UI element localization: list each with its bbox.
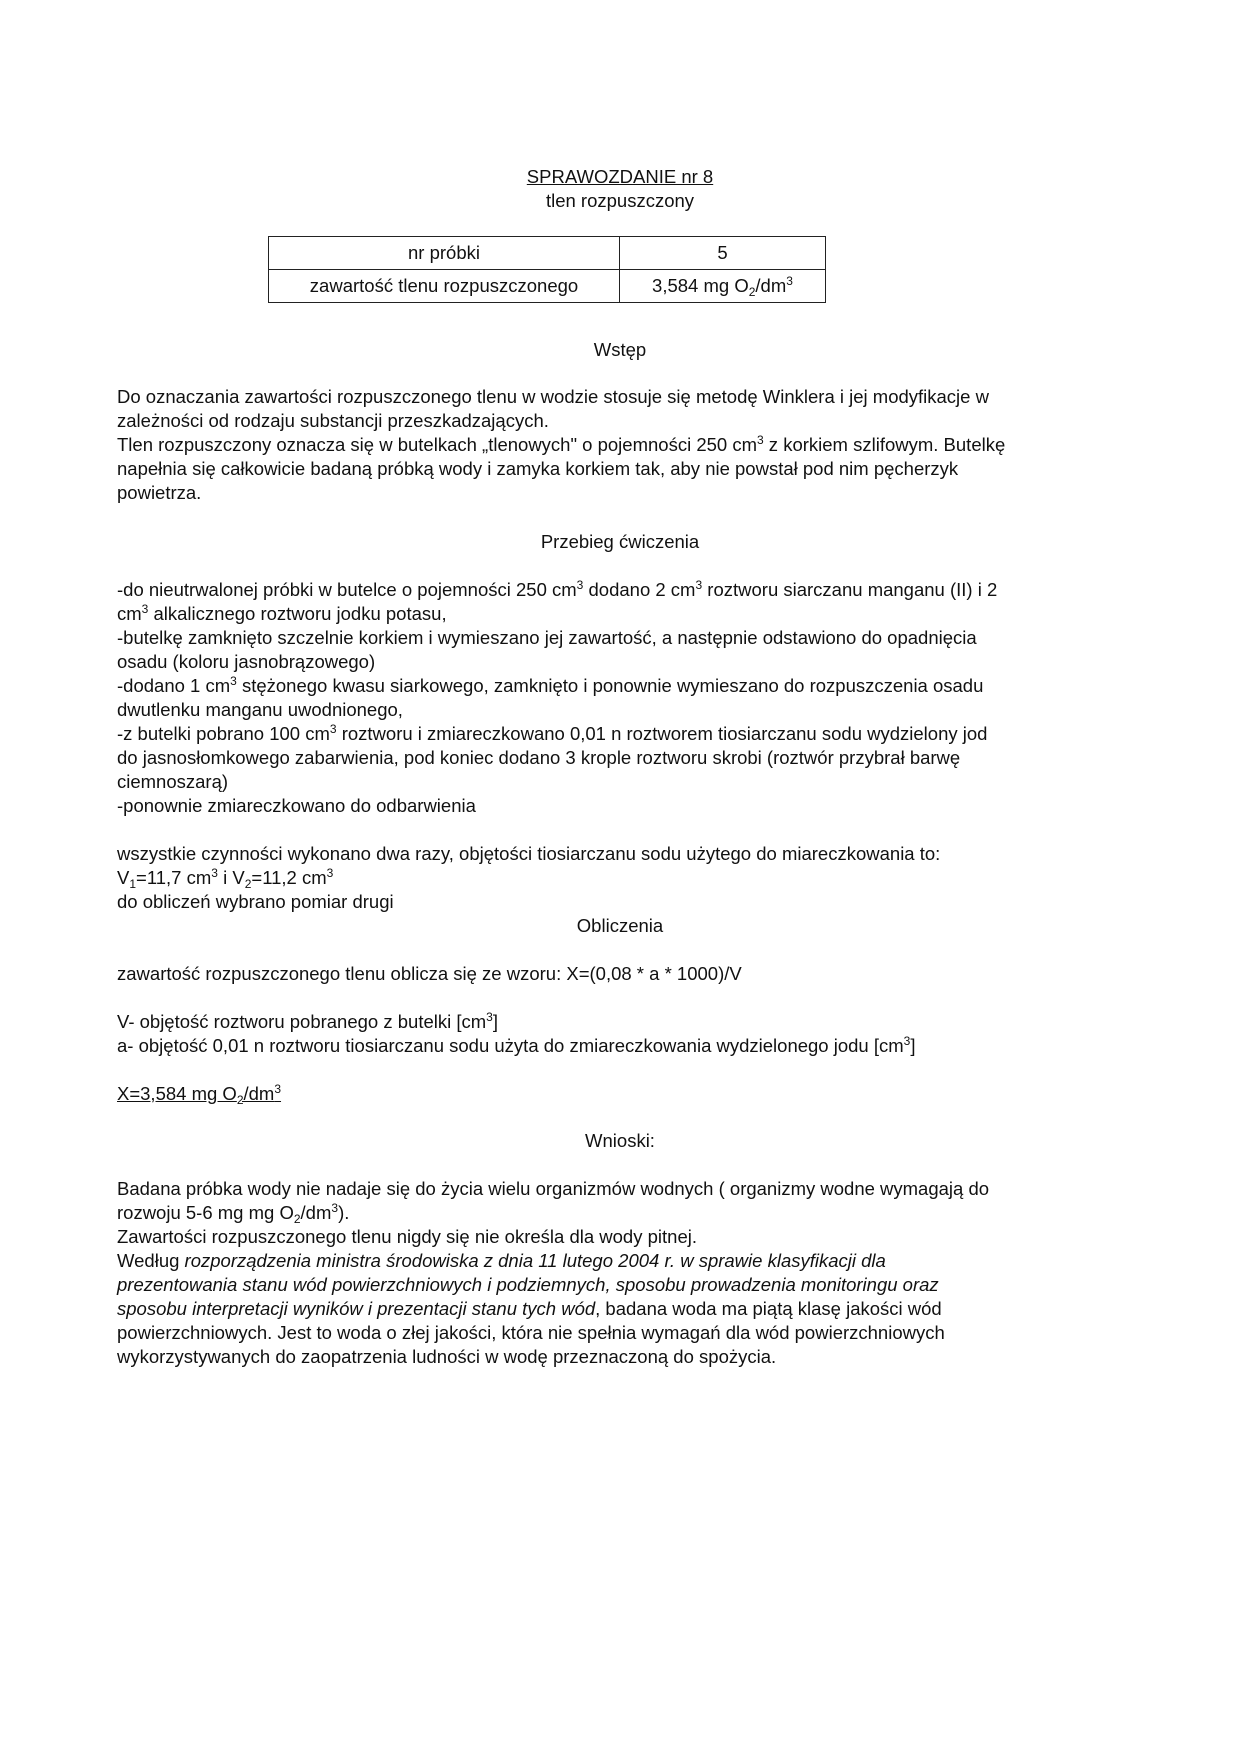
table-cell-label: nr próbki (269, 237, 620, 270)
section-heading-przebieg: Przebieg ćwiczenia (540, 531, 700, 552)
intro-paragraph: Do oznaczania zawartości rozpuszczonego tlenu w wodzie stosuje się metodę Winklera i jej modyfikacje w zależności od rodzaju substancji przeszkadzających. Tlen rozpuszczony oznacza się w butelkach „tlenowych" o pojemności 250 $cm^3$ z korkiem szlifowym. Butelkę napełnia się całkowicie badaną próbką wody i zamyka korkiem tak, aby nie powstał pod nim pęcherzyk powietrza. (117, 386, 1006, 503)
procedure-steps: -do nieutrwalonej próbki w butelce o pojemności 250 $cm^3$ dodano 2 $cm^3$ roztworu siarczanu manganu (II) i 2 $cm^3$ alkalicznego roztworu jodku potasu, -butelkę zamknięto szczelnie korkiem i wymieszano jej zawartość, a następnie odstawiono do opadnięcia osadu (koloru jasnobrązowego) -dodano 1 $cm^3$ stężonego kwasu siarkowego, zamknięto i ponownie wymieszano do rozpuszczenia osadu dwutlenku manganu uwodnionego, -z butelki pobrano 100 $cm^3$ roztworu i zmiareczkowano 0,01 n roztworem tiosiarczanu sodu wydzielony jod do jasnosłomkowego zabarwienia, pod koniec dodano 3 krople roztworu skrobi (roztwór przybrał barwę ciemnoszarą) -ponownie zmiareczkowano do odbarwienia (117, 578, 998, 816)
formula-text: zawartość rozpuszczonego tlenu oblicza się ze wzoru: X=(0,08 * a * 1000)/V (117, 963, 742, 984)
variable-definitions: V- objętość roztworu pobranego z butelki $[cm^3]$ a- objętość 0,01 n roztworu tiosiarczanu sodu użyta do zmiareczkowania wydzielonego jodu $[cm^3]$ (117, 1010, 916, 1056)
document-title (0, 165, 1240, 213)
report-title: SPRAWOZDANIE nr 8 (526, 166, 714, 187)
conclusions-paragraph: Badana próbka wody nie nadaje się do życia wielu organizmów wodnych ( organizmy wodne wymagają do rozwoju 5-6 mg mg $O_2/dm^3$). Zawartości rozpuszczonego tlenu nigdy się nie określa dla wody pitnej. Według rozporządzenia ministra środowiska z dnia 11 lutego 2004 r. w sprawie klasyfikacji dla prezentowania stanu wód powierzchniowych i podziemnych, sposobu prowadzenia monitoringu oraz sposobu interpretacji wyników i prezentacji stanu tych wód, badana woda ma piątą klasę jakości wód powierzchniowych. Jest to woda o złej jakości, która nie spełnia wymagań dla wód powierzchniowych wykorzystywanych do zaopatrzenia ludności w wodę przeznaczoną do spożycia. (117, 1178, 990, 1367)
table-cell-value: 3,584 mg $O_2/dm^3$ (620, 270, 826, 303)
section-heading-obliczenia: Obliczenia (576, 915, 664, 936)
table-cell-label: zawartość tlenu rozpuszczonego (269, 270, 620, 303)
report-subtitle: tlen rozpuszczony (545, 190, 695, 211)
table-cell-value: 5 (620, 237, 826, 270)
section-heading-wstep: Wstęp (593, 339, 647, 360)
table-row (269, 237, 826, 270)
result-value: X=3,584 mg $O_2/dm^3$ (117, 1082, 282, 1107)
titration-volumes: wszystkie czynności wykonano dwa razy, objętości tiosiarczanu sodu użytego do miareczkowania to: $V_1=11,7$ $cm^3$ i $V_2=11,2$ $cm^3$ do obliczeń wybrano pomiar drugi (117, 843, 941, 912)
sample-table (268, 236, 826, 303)
section-heading-wnioski: Wnioski: (585, 1130, 655, 1151)
table-row (269, 270, 826, 303)
